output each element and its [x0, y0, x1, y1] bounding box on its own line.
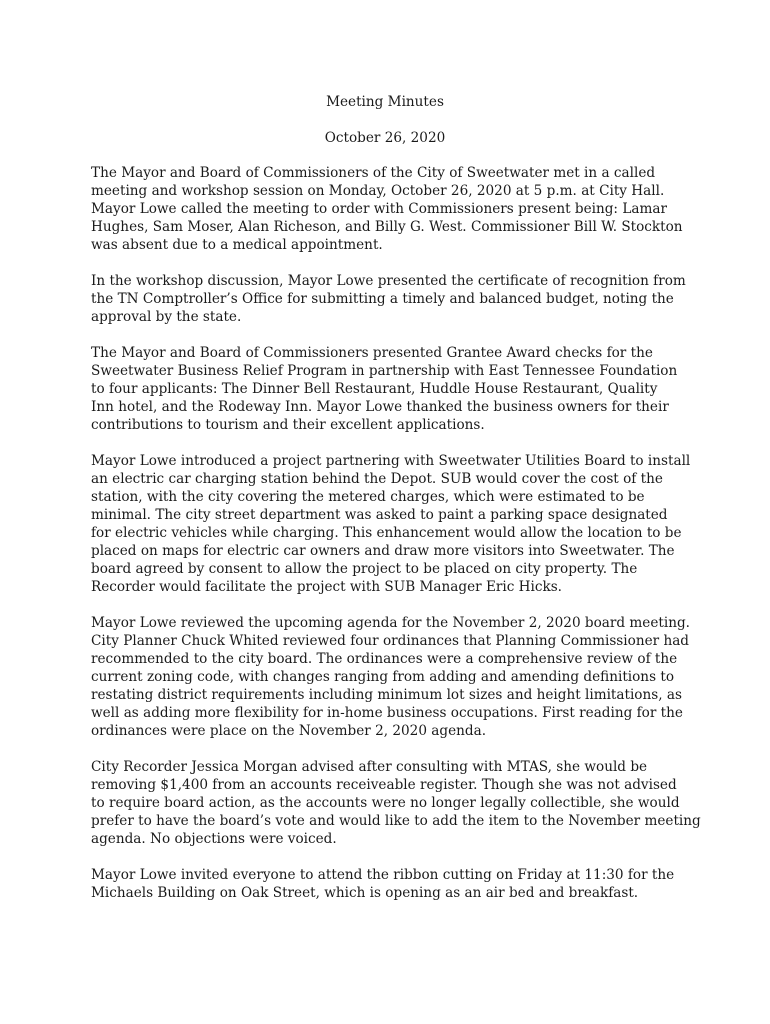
text-line: minimal. The city street department was asked to paint a parking space designated [91, 507, 668, 523]
text-line: removing $1,400 from an accounts receiveable register. Though she was not advised [91, 777, 677, 793]
text-line: City Recorder Jessica Morgan advised after consulting with MTAS, she would be [91, 759, 648, 775]
paragraph-attendance [91, 164, 691, 254]
text-line: Mayor Lowe called the meeting to order with Commissioners present being: Lamar [91, 201, 667, 217]
text-line: to four applicants: The Dinner Bell Restaurant, Huddle House Restaurant, Quality [91, 381, 658, 397]
text-line: In the workshop discussion, Mayor Lowe presented the certificate of recognition from [91, 273, 686, 289]
text-line: for electric vehicles while charging. This enhancement would allow the location to be [91, 525, 682, 541]
text-line: City Planner Chuck Whited reviewed four ordinances that Planning Commissioner had [91, 633, 689, 649]
paragraph-workshop [91, 272, 691, 326]
text-line: the TN Comptroller’s Office for submitting a timely and balanced budget, noting the [91, 291, 674, 307]
text-line: Michaels Building on Oak Street, which is opening as an air bed and breakfast. [91, 885, 639, 901]
text-line: was absent due to a medical appointment. [91, 237, 383, 253]
text-line: prefer to have the board’s vote and would like to add the item to the November meeting [91, 813, 701, 829]
paragraph-accounts-receivable [91, 758, 701, 848]
text-line: Inn hotel, and the Rodeway Inn. Mayor Lowe thanked the business owners for their [91, 399, 669, 415]
text-line: well as adding more flexibility for in-home business occupations. First reading for the [91, 705, 683, 721]
text-line: ordinances were place on the November 2, 2020 agenda. [91, 723, 487, 739]
text-line: board agreed by consent to allow the project to be placed on city property. The [91, 561, 638, 577]
text-line: recommended to the city board. The ordinances were a comprehensive review of the [91, 651, 678, 667]
text-line: Mayor Lowe invited everyone to attend the ribbon cutting on Friday at 11:30 for the [91, 867, 675, 883]
text-line: an electric car charging station behind the Depot. SUB would cover the cost of the [91, 471, 663, 487]
document-title: Meeting Minutes [326, 94, 444, 110]
text-line: Mayor Lowe introduced a project partnering with Sweetwater Utilities Board to install [91, 453, 691, 469]
text-line: placed on maps for electric car owners and draw more visitors into Sweetwater. The [91, 543, 675, 559]
text-line: station, with the city covering the metered charges, which were estimated to be [91, 489, 645, 505]
text-line: to require board action, as the accounts were no longer legally collectible, she would [91, 795, 680, 811]
text-line: agenda. No objections were voiced. [91, 831, 337, 847]
text-line: restating district requirements including minimum lot sizes and height limitations, as [91, 687, 682, 703]
text-line: Hughes, Sam Moser, Alan Richeson, and Billy G. West. Commissioner Bill W. Stockton [91, 219, 683, 235]
text-line: The Mayor and Board of Commissioners presented Grantee Award checks for the [91, 345, 653, 361]
paragraph-ribbon-cutting [91, 866, 691, 902]
text-line: Sweetwater Business Relief Program in partnership with East Tennessee Foundation [91, 363, 678, 379]
paragraph-charging-station [91, 452, 691, 596]
text-line: Recorder would facilitate the project with SUB Manager Eric Hicks. [91, 579, 563, 595]
text-line: meeting and workshop session on Monday, October 26, 2020 at 5 p.m. at City Hall. [91, 183, 665, 199]
text-line: approval by the state. [91, 309, 242, 325]
text-line: current zoning code, with changes ranging from adding and amending definitions to [91, 669, 675, 685]
paragraph-grantee-awards [91, 344, 691, 434]
paragraph-agenda-review [91, 614, 691, 740]
meeting-date: October 26, 2020 [324, 130, 446, 146]
text-line: The Mayor and Board of Commissioners of the City of Sweetwater met in a called [91, 165, 656, 181]
text-line: contributions to tourism and their excellent applications. [91, 417, 485, 433]
minutes-body [91, 164, 701, 902]
text-line: Mayor Lowe reviewed the upcoming agenda for the November 2, 2020 board meeting. [91, 615, 690, 631]
